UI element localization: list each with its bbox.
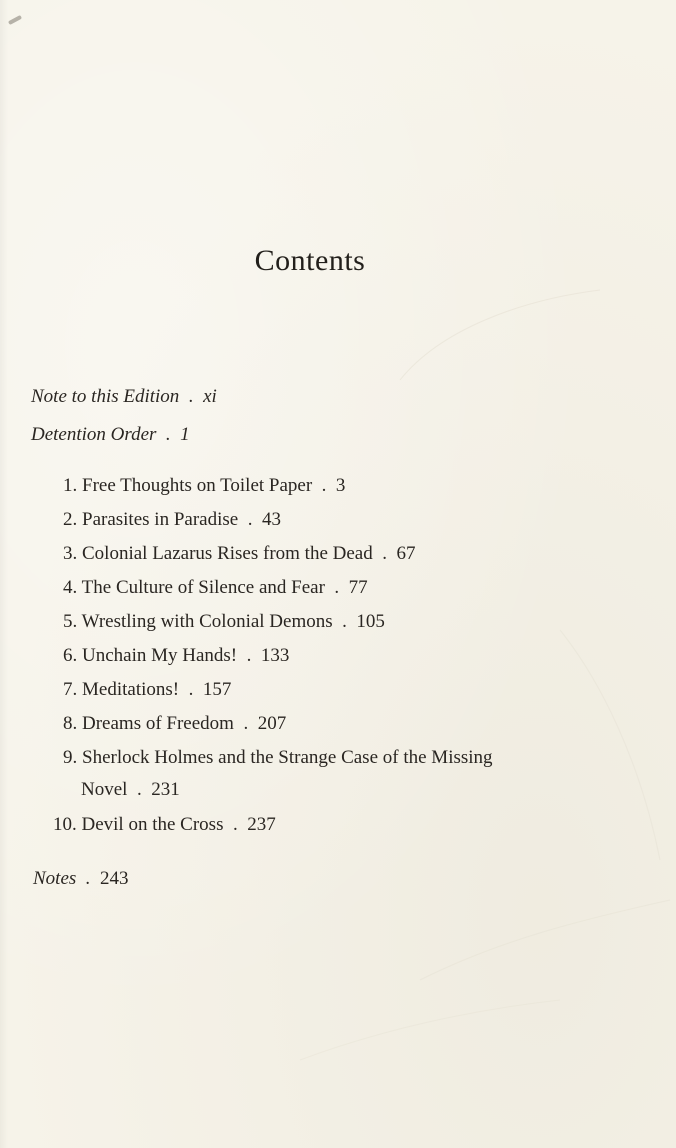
toc-separator: . xyxy=(243,713,249,734)
chapter-number: 10. xyxy=(53,814,77,835)
toc-separator: . xyxy=(232,814,238,835)
toc-page-number: 1 xyxy=(180,424,190,445)
toc-page-number: 231 xyxy=(151,779,180,800)
chapter-title: The Culture of Silence and Fear xyxy=(81,577,325,598)
toc-entry-label: Note to this Edition xyxy=(31,386,180,407)
toc-chapter-9-continuation xyxy=(81,778,180,802)
toc-chapter-4 xyxy=(63,576,368,600)
toc-chapter-5 xyxy=(63,610,385,634)
toc-chapter-10 xyxy=(53,813,276,837)
toc-separator: . xyxy=(247,509,253,530)
chapter-number: 1. xyxy=(63,475,78,496)
toc-entry-detention-order xyxy=(31,423,190,447)
chapter-number: 5. xyxy=(63,611,78,632)
toc-page-number: 207 xyxy=(257,713,287,734)
toc-page-number: 243 xyxy=(100,868,129,889)
chapter-title: Sherlock Holmes and the Strange Case of the Missing xyxy=(82,747,493,768)
toc-chapter-7 xyxy=(63,678,231,702)
toc-entry-label: Notes xyxy=(33,868,77,889)
toc-page-number: 67 xyxy=(396,543,416,564)
toc-entry-label: Detention Order xyxy=(31,424,157,445)
toc-separator: . xyxy=(85,868,91,889)
toc-separator: . xyxy=(188,386,194,407)
toc-page-number: 157 xyxy=(202,679,232,700)
toc-separator: . xyxy=(136,779,142,800)
toc-chapter-2 xyxy=(63,508,281,532)
chapter-number: 9. xyxy=(63,747,78,768)
page-title: Contents xyxy=(254,244,366,277)
chapter-title: Unchain My Hands! xyxy=(82,645,238,666)
toc-entry-notes xyxy=(33,867,129,891)
toc-chapter-6 xyxy=(63,644,289,668)
toc-page-number: 237 xyxy=(247,814,276,835)
toc-separator: . xyxy=(321,475,327,496)
page-gutter-shadow xyxy=(0,0,8,1148)
chapter-title: Parasites in Paradise xyxy=(82,509,239,530)
chapter-number: 7. xyxy=(63,679,78,700)
toc-chapter-1 xyxy=(63,474,345,498)
toc-separator: . xyxy=(334,577,340,598)
toc-chapter-8 xyxy=(63,712,286,736)
toc-page-number: 105 xyxy=(356,611,385,632)
chapter-title: Dreams of Freedom xyxy=(82,713,234,734)
chapter-number: 4. xyxy=(63,577,78,598)
chapter-number: 6. xyxy=(63,645,78,666)
toc-page-number: xi xyxy=(203,386,217,407)
toc-page-number: 43 xyxy=(261,509,281,530)
chapter-title: Devil on the Cross xyxy=(81,814,224,835)
toc-chapter-3 xyxy=(63,542,415,566)
toc-separator: . xyxy=(382,543,387,564)
chapter-title: Colonial Lazarus Rises from the Dead xyxy=(82,543,373,564)
toc-separator: . xyxy=(165,424,171,445)
toc-separator: . xyxy=(188,679,194,700)
toc-entry-note xyxy=(31,385,217,409)
chapter-number: 3. xyxy=(63,543,78,564)
chapter-title-continued: Novel xyxy=(81,779,128,800)
paper-speck xyxy=(8,15,22,25)
chapter-title: Meditations! xyxy=(82,679,180,700)
toc-separator: . xyxy=(342,611,347,632)
chapter-title: Free Thoughts on Toilet Paper xyxy=(82,475,313,496)
toc-chapter-9 xyxy=(63,746,493,770)
toc-separator: . xyxy=(246,645,252,666)
chapter-number: 2. xyxy=(63,509,78,530)
toc-page-number: 3 xyxy=(335,475,346,496)
toc-page-number: 77 xyxy=(348,577,368,598)
toc-page-number: 133 xyxy=(260,645,290,666)
chapter-title: Wrestling with Colonial Demons xyxy=(81,611,333,632)
chapter-number: 8. xyxy=(63,713,78,734)
